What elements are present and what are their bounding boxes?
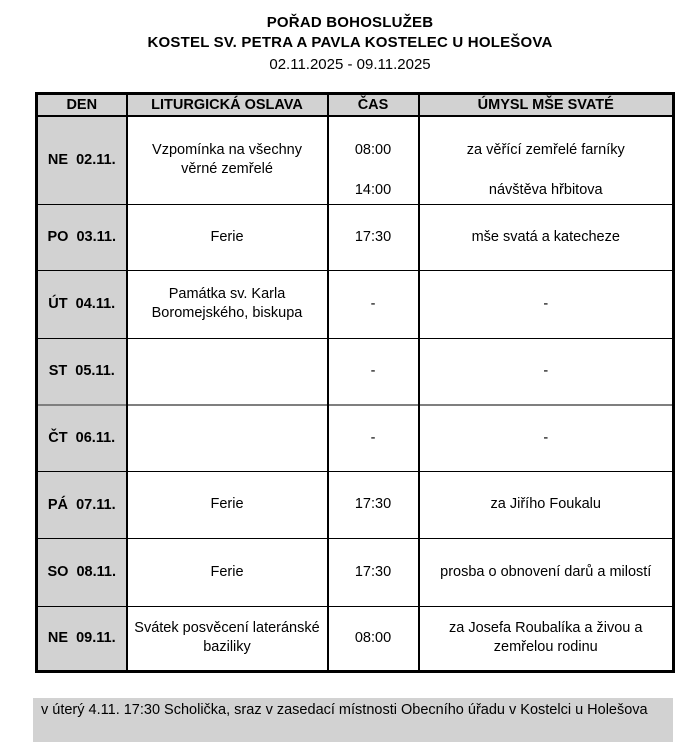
intention-cell: za Jiřího Foukalu [419,471,674,538]
table-row-ne-02-11 [37,116,674,204]
celebration-cell: Ferie [127,538,328,606]
intention-cell [419,116,674,204]
footer-note: v úterý 4.11. 17:30 Scholička, sraz v zasedací místnosti Obecního úřadu v Kostelci u Holešova [33,698,673,742]
date-range: 02.11.2025 - 09.11.2025 [269,56,431,73]
table-row-so-08-11 [37,538,674,606]
intention-cell: prosba o obnovení darů a milostí [419,538,674,606]
col-header-celebration: LITURGICKÁ OSLAVA [127,94,328,117]
intention-cell: - [419,338,674,405]
time-cell: 17:30 [328,471,419,538]
table-row-ct-06-11 [37,405,674,471]
day-cell: SO 08.11. [37,538,127,606]
intention-entry: návštěva hřbitova [488,182,603,199]
celebration-cell: Památka sv. Karla Boromejského, biskupa [127,270,328,338]
intention-cell: - [419,270,674,338]
time-cell: 17:30 [328,538,419,606]
intention-cell: mše svatá a katecheze [419,204,674,270]
celebration-cell: Vzpomínka na všechny věrné zemřelé [127,116,328,204]
day-cell: ST 05.11. [37,338,127,405]
table-row-po-03-11 [37,204,674,270]
col-header-day: DEN [37,94,127,117]
time-cell: - [328,338,419,405]
col-header-time: ČAS [328,94,419,117]
schedule-table [35,92,675,673]
time-cell: 17:30 [328,204,419,270]
time-entries [331,117,416,203]
time-cell: 08:00 [328,606,419,671]
intention-cell: za Josefa Roubalíka a živou a zemřelou rodinu [419,606,674,671]
intention-entry: za věřící zemřelé farníky [466,142,625,159]
page-title: POŘAD BOHOSLUŽEB [266,14,434,31]
intention-cell: - [419,405,674,471]
church-name: KOSTEL SV. PETRA A PAVLA KOSTELEC U HOLEŠOVA [147,34,553,51]
table-row-pa-07-11 [37,471,674,538]
table-row-st-05-11 [37,338,674,405]
day-cell: NE 09.11. [37,606,127,671]
table-row-ut-04-11 [37,270,674,338]
time-cell [328,116,419,204]
day-cell: ÚT 04.11. [37,270,127,338]
time-entry: 08:00 [354,142,392,159]
celebration-cell [127,405,328,471]
celebration-cell: Svátek posvěcení lateránské baziliky [127,606,328,671]
day-cell: PO 03.11. [37,204,127,270]
table-header-row [37,94,674,117]
celebration-cell: Ferie [127,204,328,270]
document-header [0,0,700,75]
day-cell: ČT 06.11. [37,405,127,471]
time-cell: - [328,270,419,338]
time-entry: 14:00 [354,182,392,199]
celebration-cell: Ferie [127,471,328,538]
intention-entries [422,117,671,203]
table-row-ne-09-11 [37,606,674,671]
day-cell: NE 02.11. [37,116,127,204]
col-header-intention: ÚMYSL MŠE SVATÉ [419,94,674,117]
day-cell: PÁ 07.11. [37,471,127,538]
celebration-cell [127,338,328,405]
time-cell: - [328,405,419,471]
